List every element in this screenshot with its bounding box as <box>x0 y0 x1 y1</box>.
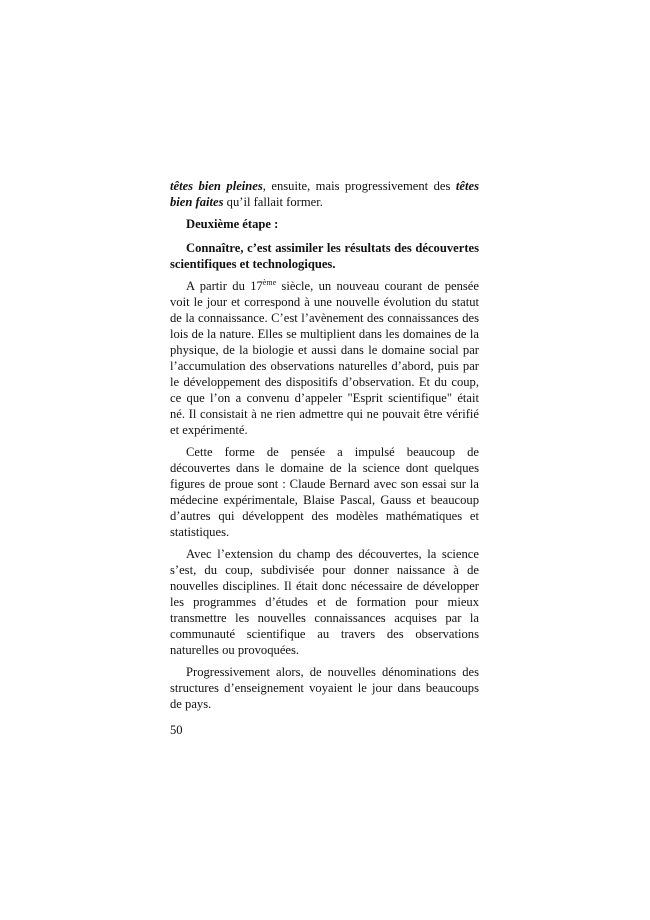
emphasis-tetes-bien-pleines: têtes bien pleines <box>170 179 263 193</box>
superscript: ème <box>262 277 277 287</box>
paragraph-continuation <box>170 178 479 210</box>
paragraph: Cette forme de pensée a impulsé beaucoup de découvertes dans le domaine de la science dont quelques figures de proue sont : Claude Bernard avec son essai sur la médecine expérimentale, Blaise Pascal, Gauss et beaucoup d’autres qui développent des modèles mathématiques et statistiques. <box>170 445 479 539</box>
paragraph-text: A partir du 17 <box>186 279 263 293</box>
page-body <box>170 178 479 718</box>
paragraph: Progressivement alors, de nouvelles dénominations des structures d’enseignement voyaient le jour dans beaucoups de pays. <box>170 665 479 711</box>
paragraph-text: qu’il fallait former. <box>223 195 323 209</box>
section-heading: Connaître, c’est assimiler les résultats des découvertes scientifiques et technologiques. <box>170 241 479 271</box>
step-label: Deuxième étape : <box>186 217 279 231</box>
paragraph <box>170 278 479 438</box>
paragraph-text: siècle, un nouveau courant de pensée voit le jour et correspond à une nouvelle évolution du statut de la connaissance. C’est l’avènement des connaissances des lois de la nature. Elles se multiplient dans les domaines de la physique, de la biologie et aussi dans le domaine social par l’accumulation des observations naturelles d’abord, puis par le développement des dispositifs d’observation. Et du coup, ce que l’on a convenu d’appeler "Esprit scientifique" était né. Il consistait à ne rien admettre qui ne pouvait être vérifié et expérimenté. <box>170 279 479 437</box>
page-number: 50 <box>170 723 183 737</box>
paragraph: Avec l’extension du champ des découvertes, la science s’est, du coup, subdivisée pour donner naissance à de nouvelles disciplines. Il était donc nécessaire de développer les programmes d’études et de formation pour mieux transmettre les nouvelles connaissances acquises par la communauté scientifique au travers des observations naturelles ou provoquées. <box>170 547 479 657</box>
paragraph-text: , ensuite, mais progressivement des <box>262 179 456 193</box>
emphasis-tetes-bien-faites: têtes bien faites <box>170 179 479 209</box>
